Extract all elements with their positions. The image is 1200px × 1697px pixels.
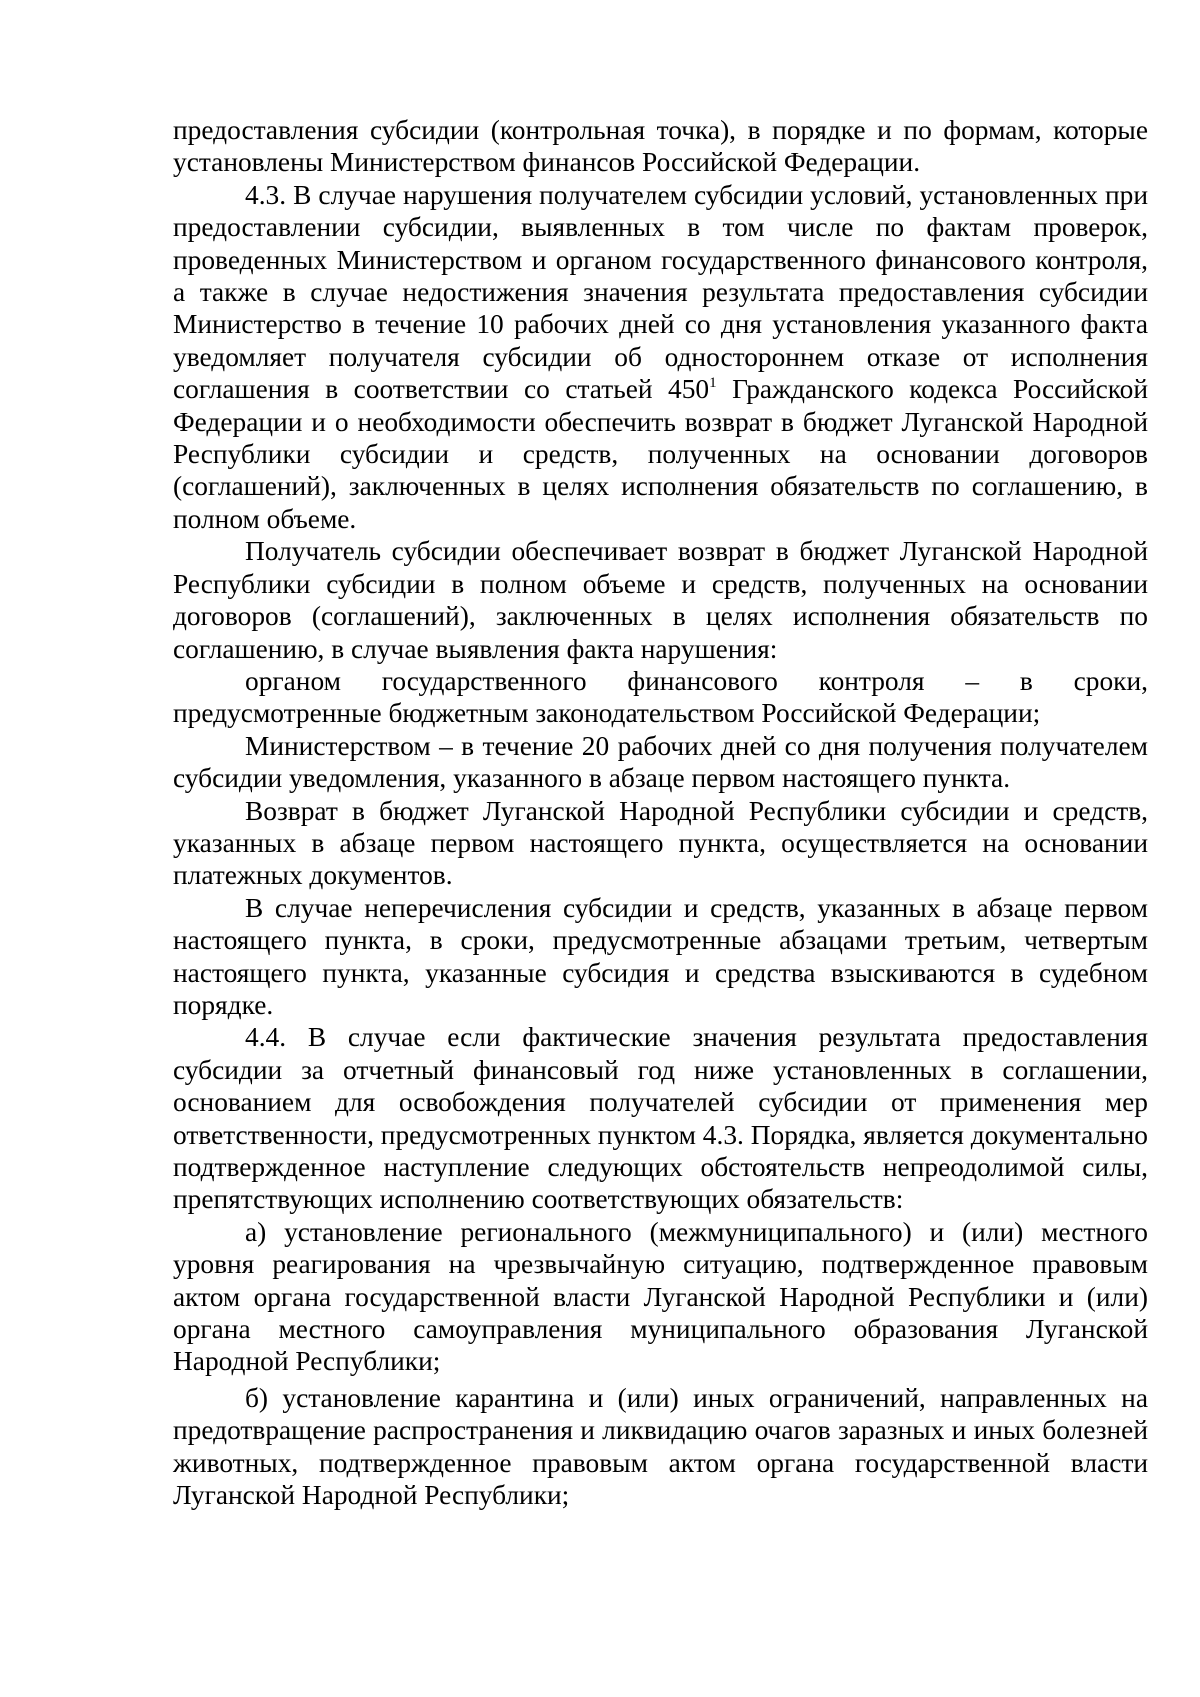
paragraph-non-transfer: В случае неперечисления субсидии и средств, указанных в абзаце первом настоящего пункта, в сроки, предусмотренные абзацами третьим, четвертым настоящего пункта, указанные субсидия и средства взыскиваются в судебном порядке. [173, 892, 1148, 1020]
paragraph-financial-control: органом государственного финансового контроля – в сроки, предусмотренные бюджетным законодательством Российской Федерации; [173, 665, 1148, 729]
paragraph-ministry-deadline: Министерством – в течение 20 рабочих дней со дня получения получателем субсидии уведомления, указанного в абзаце первом настоящего пункта. [173, 730, 1148, 794]
paragraph-4-3-text-after: Гражданского кодекса Российской Федерации и о необходимости обеспечить возврат в бюджет Луганской Народной Республики субсидии и средств, полученных на основании договоров (соглашений), заключенных в целях исполнения обязательств по соглашению, в полном объеме. [173, 374, 1148, 534]
paragraph-4-3-text-before: 4.3. В случае нарушения получателем субсидии условий, установленных при предоставлении субсидии, выявленных в том числе по фактам проверок, проведенных Министерством и органом государственного финансового контроля, а также в случае недостижения значения результата предоставления субсидии Министерство в течение 10 рабочих дней со дня установления указанного факта уведомляет получателя субсидии об одностороннем отказе от исполнения соглашения в соответствии со статьей 450 [173, 179, 1148, 405]
paragraph-continuation: предоставления субсидии (контрольная точка), в порядке и по формам, которые установлены Министерством финансов Российской Федерации. [173, 115, 1148, 178]
paragraph-4-3 [173, 179, 1148, 535]
list-item-a: а) установление регионального (межмуниципального) и (или) местного уровня реагирования на чрезвычайную ситуацию, подтвержденное правовым актом органа государственной власти Луганской Народной Республики и (или) органа местного самоуправления муниципального образования Луганской Народной Республики; [173, 1216, 1148, 1377]
paragraph-recipient-return: Получатель субсидии обеспечивает возврат в бюджет Луганской Народной Республики субсидии в полном объеме и средств, полученных на основании договоров (соглашений), заключенных в целях исполнения обязательств по соглашению, в случае выявления факта нарушения: [173, 536, 1148, 664]
list-item-b: б) установление карантина и (или) иных ограничений, направленных на предотвращение распространения и ликвидацию очагов заразных и иных болезней животных, подтвержденное правовым актом органа государственной власти Луганской Народной Республики; [173, 1382, 1148, 1511]
document-page [173, 114, 1148, 1511]
paragraph-4-4: 4.4. В случае если фактические значения результата предоставления субсидии за отчетный финансовый год ниже установленных в соглашении, основанием для освобождения получателей субсидии от применения мер ответственности, предусмотренных пунктом 4.3. Порядка, является документально подтвержденное наступление следующих обстоятельств непреодолимой силы, препятствующих исполнению соответствующих обязательств: [173, 1022, 1148, 1215]
article-superscript: 1 [709, 375, 717, 392]
paragraph-return-basis: Возврат в бюджет Луганской Народной Республики субсидии и средств, указанных в абзаце первом настоящего пункта, осуществляется на основании платежных документов. [173, 795, 1148, 891]
